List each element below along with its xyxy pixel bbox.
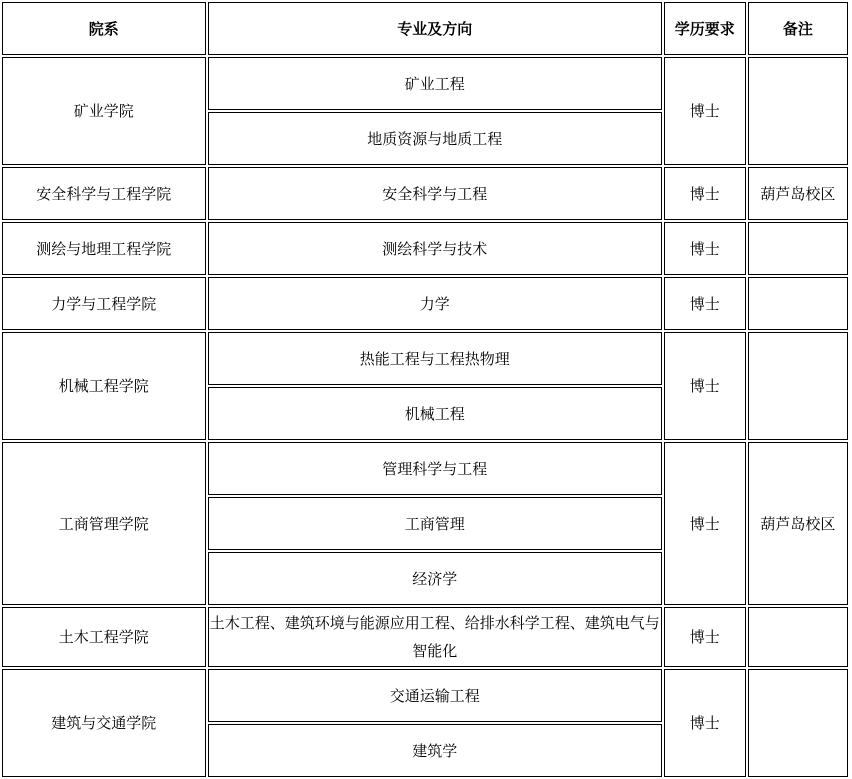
major-cell: 安全科学与工程 <box>208 167 662 220</box>
major-cell: 热能工程与工程热物理 <box>208 332 662 385</box>
dept-cell: 矿业学院 <box>2 57 206 165</box>
table-row <box>2 332 848 385</box>
note-cell: 葫芦岛校区 <box>748 442 848 605</box>
table-row <box>2 442 848 495</box>
dept-cell: 土木工程学院 <box>2 607 206 667</box>
note-cell <box>748 222 848 275</box>
degree-cell: 博士 <box>664 669 746 777</box>
major-cell: 测绘科学与技术 <box>208 222 662 275</box>
header-major: 专业及方向 <box>208 2 662 55</box>
note-cell <box>748 277 848 330</box>
degree-cell: 博士 <box>664 607 746 667</box>
note-cell <box>748 607 848 667</box>
dept-cell: 建筑与交通学院 <box>2 669 206 777</box>
dept-cell: 机械工程学院 <box>2 332 206 440</box>
degree-cell: 博士 <box>664 442 746 605</box>
note-cell <box>748 669 848 777</box>
note-cell <box>748 332 848 440</box>
table-row <box>2 167 848 220</box>
major-cell: 土木工程、建筑环境与能源应用工程、给排水科学工程、建筑电气与智能化 <box>208 607 662 667</box>
dept-cell: 测绘与地理工程学院 <box>2 222 206 275</box>
major-cell: 机械工程 <box>208 387 662 440</box>
table-row <box>2 669 848 722</box>
header-dept: 院系 <box>2 2 206 55</box>
note-cell <box>748 57 848 165</box>
table-row <box>2 222 848 275</box>
dept-cell: 力学与工程学院 <box>2 277 206 330</box>
degree-cell: 博士 <box>664 222 746 275</box>
table-header-row <box>2 2 848 55</box>
major-cell: 工商管理 <box>208 497 662 550</box>
degree-cell: 博士 <box>664 167 746 220</box>
dept-cell: 工商管理学院 <box>2 442 206 605</box>
major-cell: 力学 <box>208 277 662 330</box>
major-cell: 管理科学与工程 <box>208 442 662 495</box>
degree-cell: 博士 <box>664 332 746 440</box>
dept-cell: 安全科学与工程学院 <box>2 167 206 220</box>
major-cell: 矿业工程 <box>208 57 662 110</box>
major-cell: 经济学 <box>208 552 662 605</box>
major-cell: 建筑学 <box>208 724 662 777</box>
major-cell: 地质资源与地质工程 <box>208 112 662 165</box>
major-cell: 交通运输工程 <box>208 669 662 722</box>
table-row <box>2 607 848 667</box>
header-note: 备注 <box>748 2 848 55</box>
degree-cell: 博士 <box>664 57 746 165</box>
degree-cell: 博士 <box>664 277 746 330</box>
table-row <box>2 277 848 330</box>
note-cell: 葫芦岛校区 <box>748 167 848 220</box>
table-row <box>2 57 848 110</box>
header-degree: 学历要求 <box>664 2 746 55</box>
